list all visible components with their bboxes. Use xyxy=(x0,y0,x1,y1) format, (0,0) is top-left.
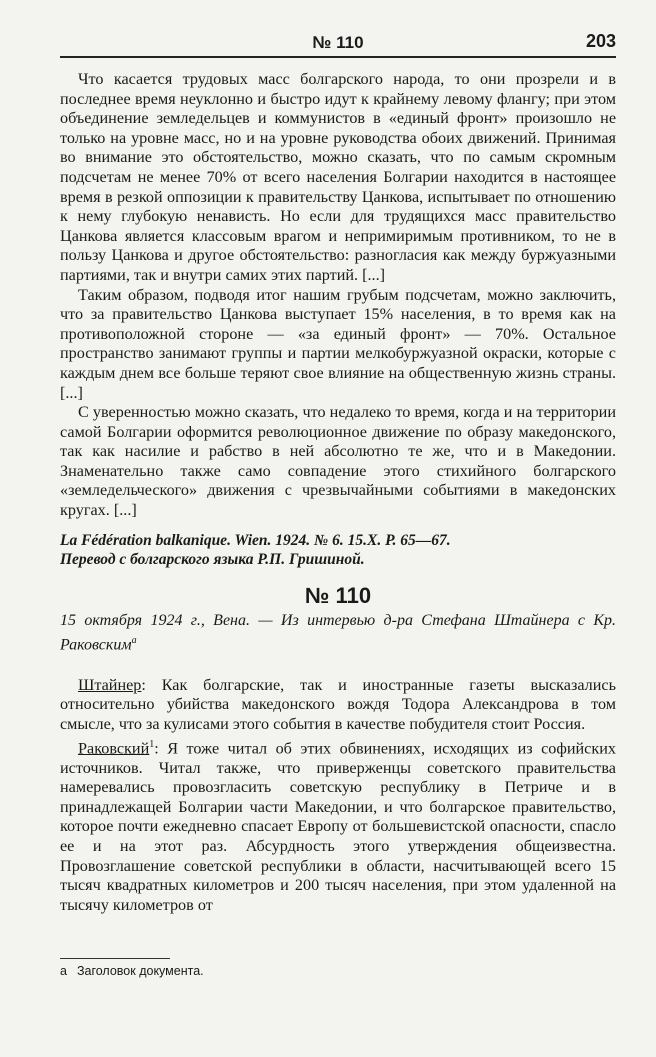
footnote xyxy=(60,964,616,978)
running-doc-number: № 110 xyxy=(312,33,364,52)
dialogue-text-steiner: : Как болгарские, так и иностранные газеты высказались относительно убийства македонского вождя Тодора Александрова в том смысле, что за кулисами этого события в качестве побудителя стоит Россия. xyxy=(60,675,616,733)
source-citation xyxy=(60,531,616,570)
footnote-text: Заголовок документа. xyxy=(76,964,204,978)
dialogue-paragraph-steiner xyxy=(60,676,616,735)
header-rule xyxy=(60,56,616,58)
footnote-mark: a xyxy=(60,964,67,978)
speaker-rakovsky: Раковский xyxy=(78,738,150,757)
main-text xyxy=(60,70,616,915)
document-description-text: 15 октября 1924 г., Вена. — Из интервью д-ра Стефана Штайнера с Кр. Раковским xyxy=(60,612,616,654)
source-line-1: La Fédération balkanique. Wien. 1924. № 6. 15.X. P. 65—67. xyxy=(60,531,451,549)
dialogue-paragraph-rakovsky xyxy=(60,735,616,916)
document-number-heading: № 110 xyxy=(304,582,372,608)
paragraph-1: Что касается трудовых масс болгарского народа, то они прозрели и в последнее время неуклонно и быстро идут к крайнему левому флангу; при этом объединение земледельцев и коммунистов в «единый фронт» произошло не только на уровне масс, но и на уровне руководства обоих движений. Принимая во внимание это обстоятельство, можно сказать, что по самым скромным подсчетам не менее 70% от всего населения Болгарии находится в настоящее время в резкой оппозиции к правительству Цанкова, испытывает по отношению к нему глубокую ненависть. Но если для трудящихся масс правительство Цанкова является классовым врагом и непримиримым противником, то не в пользу Цанкова и другое обстоятельство: разногласия как между буржуазными партиями, так и внутри самих этих партий. [...] xyxy=(60,70,616,284)
paragraph-2: Таким образом, подводя итог нашим грубым подсчетам, можно заключить, что за правительство Цанкова выступает 15% населения, в то время как на противоположной стороне — «за единый фронт» — 70%. Остальное пространство занимают группы и партии мелкобуржуазной окраски, которые с каждым днем все больше теряют свое влияние на общественную жизнь страны. [...] xyxy=(60,285,616,402)
rakovsky-footnote-mark: 1 xyxy=(149,738,155,750)
source-line-2: Перевод с болгарского языка Р.П. Гришиной. xyxy=(60,551,365,569)
paragraph-3: С уверенностью можно сказать, что недалеко то время, когда и на территории самой Болгарии оформится революционное движение по образу македонского, так как насилие и рабство в ней абсолютно те же, что и в Македонии. Знаменательно также само совпадение этого стихийного болгарского «земледельческого» движения с чрезвычайными событиями в македонских кругах. [...] xyxy=(60,403,616,520)
dialogue-text-rakovsky: : Я тоже читал об этих обвинениях, исходящих из софийских источников. Читал также, что приверженцы советского правительства намеревались провозгласить советскую республику в Петриче и в принадлежащей Болгарии части Македонии, и что болгарское правительство, которое почти ежедневно спасает Европу от большевистской опасности, спасло ее и на этот раз. Абсурдность этого утверждения общеизвестна. Провозглашение советской республики в области, насчитывающей всего 15 тысяч квадратных километров и 200 тысяч населения, при этом удаленной на тысячу километров от xyxy=(60,738,616,914)
footnote-rule xyxy=(60,958,170,959)
page-header xyxy=(60,30,616,56)
document-description xyxy=(60,611,616,655)
speaker-steiner: Штайнер xyxy=(78,675,142,694)
page-number: 203 xyxy=(585,31,616,51)
description-footnote-mark: a xyxy=(131,635,137,647)
